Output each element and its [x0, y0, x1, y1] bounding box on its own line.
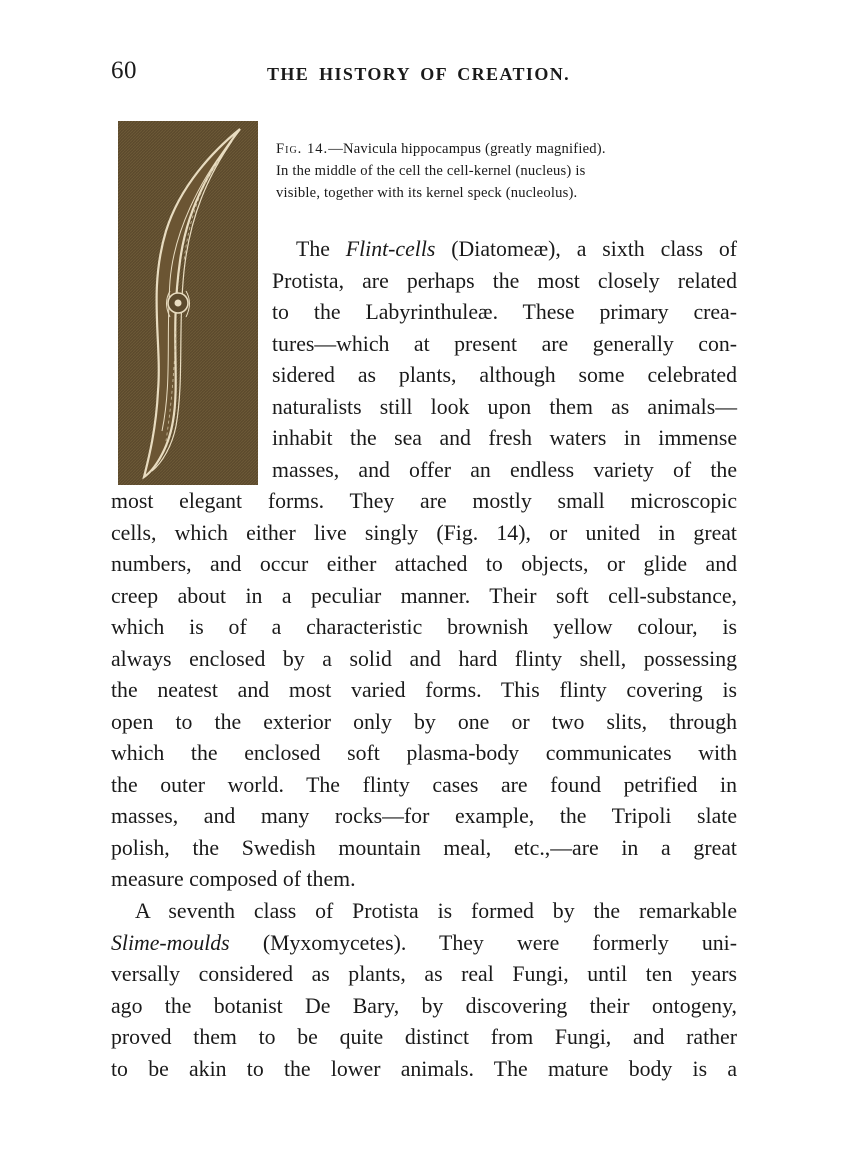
text-line: creep about in a peculiar manner. Their soft cell-substance, — [111, 583, 737, 608]
caption-line: In the middle of the cell the cell-kernel (nucleus) is — [276, 163, 586, 179]
text-line: the neatest and most varied forms. This flinty covering is — [111, 678, 737, 702]
paragraph-flint-cells-continued — [111, 486, 737, 896]
text-line: sidered as plants, although some celebrated — [272, 363, 737, 387]
text-line: polish, the Swedish mountain meal, etc.,—are in a great — [111, 835, 737, 860]
text-line: inhabit the sea and fresh waters in immense — [272, 426, 737, 450]
caption-line: visible, together with its kernel speck (nucleolus). — [276, 185, 578, 201]
text-line: most elegant forms. They are mostly small microscopic — [111, 489, 737, 513]
paragraph-slime-moulds — [111, 896, 737, 1085]
figure-14-engraving — [118, 121, 258, 485]
figure-caption — [276, 138, 742, 204]
text-line: masses, and offer an endless variety of the — [272, 457, 737, 482]
diatom-engraving-icon — [118, 121, 258, 485]
text-line: measure composed of them. — [111, 867, 356, 891]
text-line: masses, and many rocks—for example, the Tripoli slate — [111, 804, 737, 828]
text-line: the outer world. The flinty cases are found petrified in — [111, 772, 737, 797]
text-line: ago the botanist De Bary, by discovering their ontogeny, — [111, 993, 737, 1018]
text-line: naturalists still look upon them as animals— — [272, 394, 737, 419]
text-line: A seventh class of Protista is formed by the remarkable — [135, 899, 737, 923]
term-slime-moulds: Slime-moulds — [111, 930, 230, 955]
text-line: Slime-moulds (Myxomycetes). They were formerly uni- — [111, 930, 737, 955]
paragraph-flint-cells-beside-figure — [272, 234, 737, 486]
text-line: The Flint-cells (Diatomeæ), a sixth class of — [296, 237, 737, 261]
page-number: 60 — [111, 57, 137, 84]
text-line: tures—which at present are generally con- — [272, 331, 737, 356]
text-line: proved them to be quite distinct from Fungi, and rather — [111, 1025, 737, 1049]
text-line: cells, which either live singly (Fig. 14), or united in great — [111, 520, 737, 545]
text-line: to the Labyrinthuleæ. These primary crea- — [272, 300, 737, 324]
text-line: versally considered as plants, as real Fungi, until ten years — [111, 962, 737, 986]
text-line: numbers, and occur either attached to objects, or glide and — [111, 552, 737, 576]
term-flint-cells: Flint-cells — [345, 237, 436, 261]
text-line: which the enclosed soft plasma-body communicates with — [111, 741, 737, 765]
figure-label: Fig. 14. — [276, 141, 329, 157]
caption-line: —Navicula hippocampus (greatly magnified). — [328, 141, 606, 157]
text-line: to be akin to the lower animals. The mature body is a — [111, 1056, 737, 1081]
text-line: which is of a characteristic brownish yellow colour, is — [111, 615, 737, 639]
text-line: open to the exterior only by one or two slits, through — [111, 709, 737, 734]
running-title: THE HISTORY OF CREATION. — [267, 64, 571, 84]
text-line: Protista, are perhaps the most closely related — [272, 268, 737, 293]
text-line: always enclosed by a solid and hard flinty shell, possessing — [111, 646, 737, 671]
